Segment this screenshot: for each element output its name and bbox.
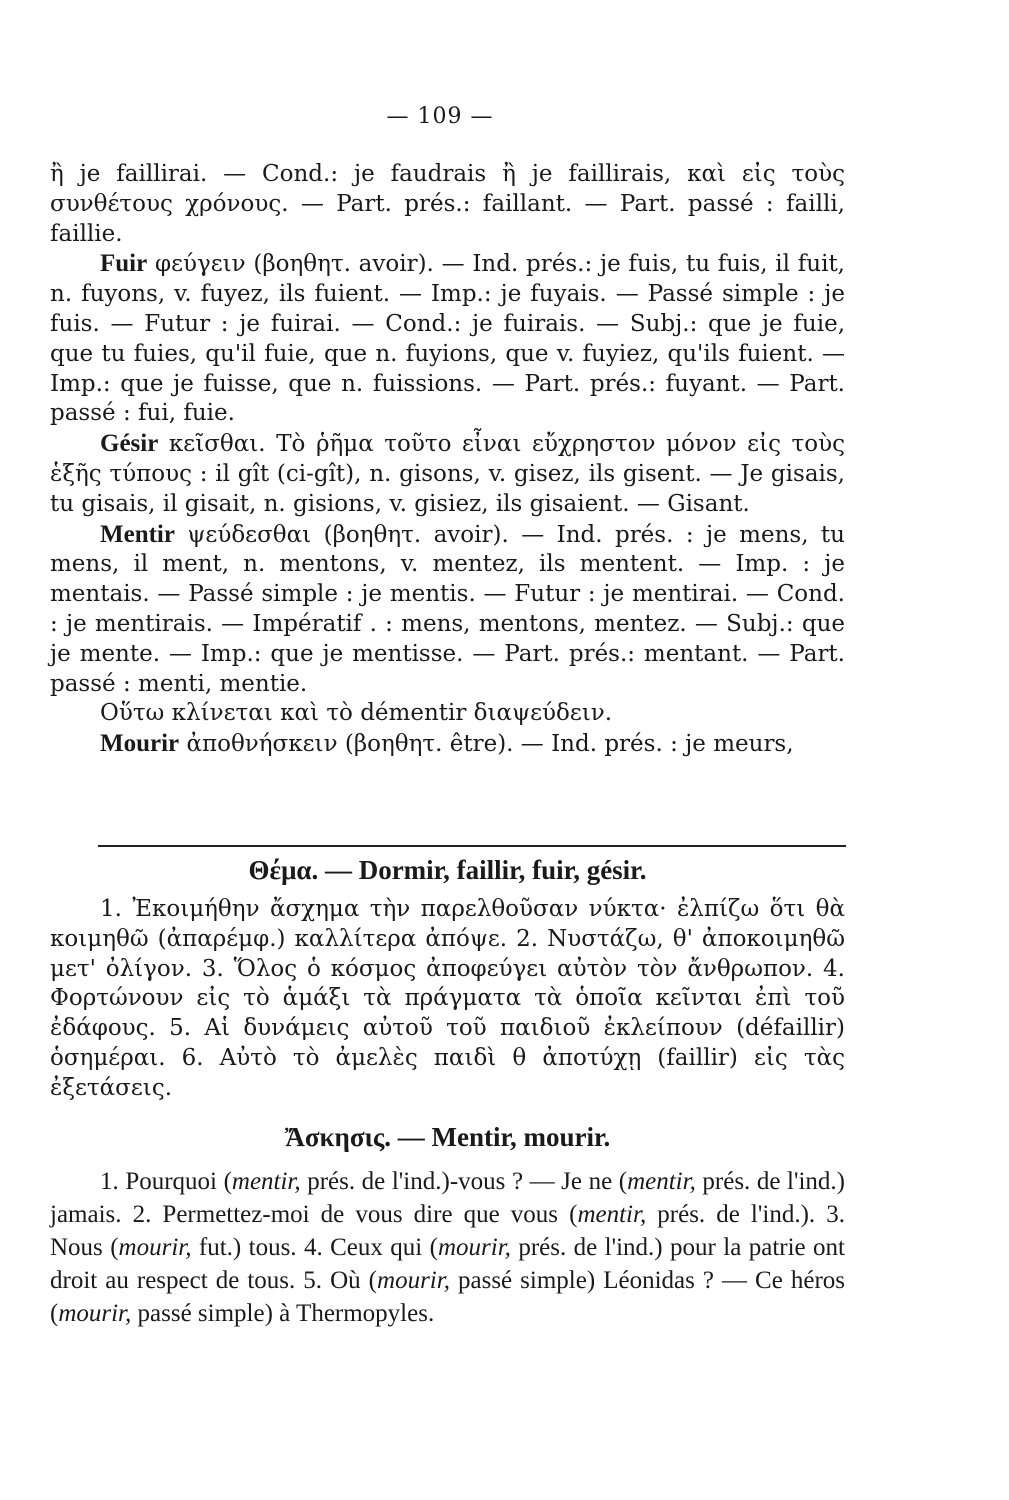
exercise-text-segment: prés. de l'ind.) pour la patrie ont droit au respect de tous. 5. Où (: [50, 1234, 845, 1294]
entry-text: κεῖσθαι. Τὸ ῥῆμα τοῦτο εἶναι εὔχρηστον μόνον εἰς τοὺς ἑξῆς τύπους : il gît (ci-gît), n. gisons, v. gisez, ils gisent. — Je gisais, tu gisais, il gisait, n. gisions, v. gisiez, ils gisaient. — Gisant.: [50, 431, 845, 517]
exercise-text-segment: passé simple) à Thermopyles.: [131, 1300, 435, 1327]
exercise-text-segment: fut.) tous. 4. Ceux qui (: [191, 1234, 438, 1261]
verb-infinitive: mourir,: [438, 1234, 511, 1261]
exercise-text-segment: prés. de l'ind.). 3. Nous (: [50, 1201, 845, 1261]
entry-text: ψεύδεσθαι (βοηθητ. avoir). — Ind. prés. : je mens, tu mens, il ment, n. mentons, v. mentez, ils mentent. — Imp. : je mentais. — Passé simple : je mentis. — Futur : je mentirai. — Cond. : je mentirais. — Impératif . : mens, mentons, mentez. — Subj.: que je mente. — Imp.: que je mentisse. — Part. prés.: mentant. — Part. passé : menti, mentie.: [50, 521, 845, 697]
entry-text: φεύγειν (βοηθητ. avoir). — Ind. prés.: je fuis, tu fuis, il fuit, n. fuyons, v. fuyez, ils fuient. — Imp.: je fuyais. — Passé simple : je fuis. — Futur : je fuirai. — Cond.: je fuirais. — Subj.: que je fuie, que tu fuies, qu'il fuie, que n. fuyions, que v. fuyiez, qu'ils fuient. — Imp.: que je fuisse, que n. fuissions. — Part. prés.: fuyant. — Part. passé : fui, fuie.: [50, 251, 845, 427]
thema-heading: Θέμα. — Dormir, faillir, fuir, gésir.: [248, 855, 647, 885]
verb-paragraphs: [50, 160, 845, 760]
entry-headword: Fuir: [100, 250, 148, 278]
exercise-text-segment: passé simple) Léonidas ? — Ce héros (: [50, 1267, 845, 1327]
exercise-text-segment: prés. de l'ind.)-vous ? — Je ne (: [300, 1168, 628, 1195]
page-number: — 109 —: [386, 104, 494, 129]
verb-infinitive: mourir,: [118, 1234, 192, 1261]
entry-gesir: [50, 429, 845, 519]
thema-text: 1. Ἐκοιμήθην ἄσχημα τὴν παρελθοῦσαν νύκτα· ἐλπίζω ὅτι θὰ κοιμηθῶ (ἀπαρέμφ.) καλλίτερα ἀπόψε. 2. Νυστάζω, θ' ἀποκοιμηθῶ μετ' ὀλίγον. 3. Ὅλος ὁ κόσμος ἀποφεύγει αὐτὸν τὸν ἄνθρωπον. 4. Φορτώνουν εἰς τὸ ἁμάξι τὰ πράγματα τὰ ὁποῖα κεῖνται ἐπὶ τοῦ ἐδάφους. 5. Αἱ δυνάμεις αὐτοῦ τοῦ παιδιοῦ ἐκλείπουν (défaillir) ὁσημέραι. 6. Αὐτὸ τὸ ἀμελὲς παιδὶ θ ἀποτύχῃ (faillir) εἰς τὰς ἐξετάσεις.: [50, 896, 845, 1101]
askisis-text: [50, 1165, 845, 1330]
thema-block: [50, 895, 845, 1104]
exercise-text-segment: 1. Pourquoi (: [100, 1168, 232, 1195]
entry-mourir: [50, 729, 845, 760]
askisis-heading: Ἄσκησις. — Mentir, mourir.: [284, 1122, 611, 1152]
verb-infinitive: mentir,: [577, 1201, 647, 1228]
entry-mentir: [50, 520, 845, 700]
entry-text: ἀποθνήσκειν (βοηθητ. être). — Ind. prés. : je meurs,: [179, 731, 794, 758]
entry-headword: Mentir: [100, 520, 175, 548]
verb-infinitive: mourir,: [58, 1300, 132, 1327]
intro-paragraph: ἢ je faillirai. — Cond.: je faudrais ἢ je faillirais, καὶ εἰς τοὺς συνθέτους χρόνους. — Part. prés.: faillant. — Part. passé : failli, faillie.: [50, 161, 845, 247]
dementir-note: Οὕτω κλίνεται καὶ τὸ démentir διαψεύδειν.: [100, 700, 613, 727]
entry-headword: Mourir: [100, 730, 180, 758]
verb-infinitive: mourir,: [377, 1267, 450, 1294]
section-divider: [98, 845, 846, 847]
verb-infinitive: mentir,: [231, 1168, 301, 1195]
verb-infinitive: mentir,: [627, 1168, 696, 1195]
entry-fuir: [50, 249, 845, 429]
askisis-block: [50, 1165, 845, 1330]
exercise-text-segment: prés. de l'ind.) jamais. 2. Permettez-moi de vous dire que vous (: [50, 1168, 846, 1228]
entry-headword: Gésir: [100, 430, 159, 458]
